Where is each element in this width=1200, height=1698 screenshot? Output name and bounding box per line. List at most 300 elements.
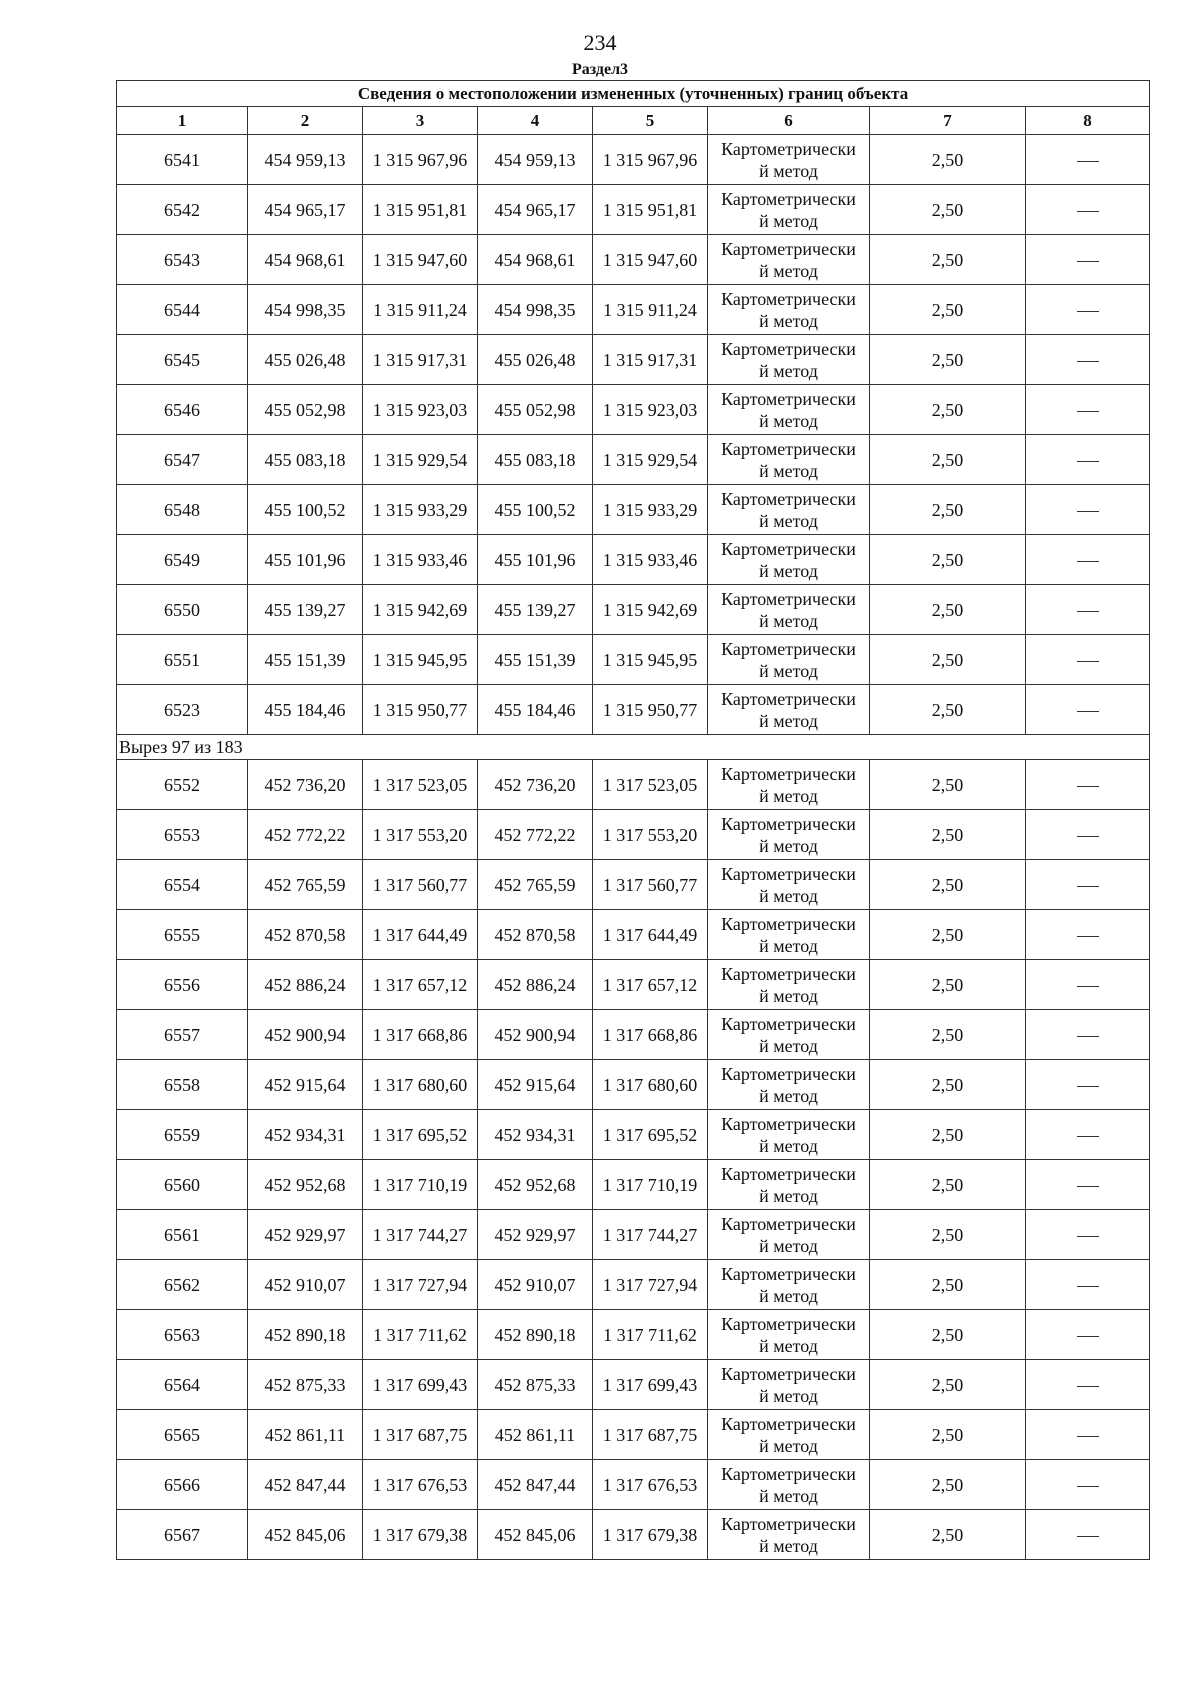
table-row [117,760,1150,810]
method-text-line-2: й метод [759,410,818,431]
column-number: 5 [593,107,708,135]
table-row [117,585,1150,635]
accuracy-cell: 2,50 [870,910,1026,960]
method-text-line-1: Картометрически [721,588,856,609]
method-text-line-2: й метод [759,885,818,906]
note-cell [1026,485,1150,535]
page-number: 234 [583,30,617,55]
existing-x-cell: 455 083,18 [248,435,363,485]
method-text-line-2: й метод [759,1535,818,1556]
updated-y-cell: 1 317 679,38 [593,1510,708,1560]
point-id-cell: 6550 [117,585,248,635]
method-text-line-2: й метод [759,160,818,181]
empty-dash [1077,1236,1099,1237]
note-cell [1026,535,1150,585]
method-text-line-1: Картометрически [721,1313,856,1334]
table-row [117,960,1150,1010]
method-cell [708,1510,870,1560]
method-text-line-1: Картометрически [721,863,856,884]
method-cell [708,1160,870,1210]
existing-x-cell: 452 861,11 [248,1410,363,1460]
empty-dash [1077,1436,1099,1437]
existing-x-cell: 455 151,39 [248,635,363,685]
empty-dash [1077,511,1099,512]
empty-dash [1077,361,1099,362]
method-text-line-2: й метод [759,835,818,856]
point-id-cell: 6548 [117,485,248,535]
existing-y-cell: 1 315 950,77 [363,685,478,735]
table-row [117,535,1150,585]
method-cell [708,185,870,235]
method-text-line-2: й метод [759,360,818,381]
existing-x-cell: 454 959,13 [248,135,363,185]
existing-y-cell: 1 317 744,27 [363,1210,478,1260]
empty-dash [1077,1136,1099,1137]
note-cell [1026,860,1150,910]
accuracy-cell: 2,50 [870,1010,1026,1060]
updated-x-cell: 452 929,97 [478,1210,593,1260]
existing-x-cell: 452 900,94 [248,1010,363,1060]
method-text-line-2: й метод [759,1335,818,1356]
existing-x-cell: 452 910,07 [248,1260,363,1310]
accuracy-cell: 2,50 [870,960,1026,1010]
accuracy-cell: 2,50 [870,235,1026,285]
method-cell [708,1360,870,1410]
updated-x-cell: 454 959,13 [478,135,593,185]
method-text-line-2: й метод [759,660,818,681]
point-id-cell: 6560 [117,1160,248,1210]
method-text-line-1: Картометрически [721,1413,856,1434]
method-text-line-1: Картометрически [721,338,856,359]
empty-dash [1077,1486,1099,1487]
table-row [117,635,1150,685]
method-cell [708,1460,870,1510]
empty-dash [1077,786,1099,787]
table-row [117,1060,1150,1110]
accuracy-cell: 2,50 [870,485,1026,535]
method-cell [708,960,870,1010]
accuracy-cell: 2,50 [870,1210,1026,1260]
accuracy-cell: 2,50 [870,1360,1026,1410]
note-cell [1026,385,1150,435]
note-cell [1026,810,1150,860]
method-text-line-1: Картометрически [721,288,856,309]
method-text-line-1: Картометрически [721,688,856,709]
existing-y-cell: 1 315 917,31 [363,335,478,385]
table-row [117,685,1150,735]
method-cell [708,1060,870,1110]
method-text-line-1: Картометрически [721,1263,856,1284]
table-row [117,810,1150,860]
updated-x-cell: 452 875,33 [478,1360,593,1410]
updated-x-cell: 455 100,52 [478,485,593,535]
updated-y-cell: 1 317 699,43 [593,1360,708,1410]
method-text-line-1: Картометрически [721,188,856,209]
empty-dash [1077,561,1099,562]
empty-dash [1077,936,1099,937]
existing-y-cell: 1 315 923,03 [363,385,478,435]
method-text-line-1: Картометрически [721,1213,856,1234]
updated-x-cell: 452 934,31 [478,1110,593,1160]
point-id-cell: 6563 [117,1310,248,1360]
method-text-line-1: Картометрически [721,1013,856,1034]
accuracy-cell: 2,50 [870,1410,1026,1460]
method-text-line-2: й метод [759,1385,818,1406]
existing-y-cell: 1 317 687,75 [363,1410,478,1460]
empty-dash [1077,1536,1099,1537]
point-id-cell: 6561 [117,1210,248,1260]
note-cell [1026,960,1150,1010]
empty-dash [1077,1036,1099,1037]
empty-dash [1077,211,1099,212]
column-number: 7 [870,107,1026,135]
updated-y-cell: 1 317 668,86 [593,1010,708,1060]
updated-y-cell: 1 317 560,77 [593,860,708,910]
empty-dash [1077,461,1099,462]
note-cell [1026,185,1150,235]
accuracy-cell: 2,50 [870,1460,1026,1510]
section-title: Раздел3 [571,61,629,78]
table-row [117,1310,1150,1360]
table-row [117,1160,1150,1210]
note-cell [1026,1160,1150,1210]
accuracy-cell: 2,50 [870,435,1026,485]
existing-y-cell: 1 317 680,60 [363,1060,478,1110]
note-cell [1026,685,1150,735]
existing-y-cell: 1 315 933,29 [363,485,478,535]
accuracy-cell: 2,50 [870,135,1026,185]
method-text-line-2: й метод [759,1435,818,1456]
existing-x-cell: 454 965,17 [248,185,363,235]
method-text-line-1: Картометрически [721,763,856,784]
method-cell [708,1210,870,1260]
point-id-cell: 6558 [117,1060,248,1110]
method-cell [708,385,870,435]
updated-y-cell: 1 315 947,60 [593,235,708,285]
method-text-line-1: Картометрически [721,1163,856,1184]
table-row [117,1460,1150,1510]
accuracy-cell: 2,50 [870,285,1026,335]
method-text-line-1: Картометрически [721,438,856,459]
accuracy-cell: 2,50 [870,810,1026,860]
empty-dash [1077,1186,1099,1187]
method-cell [708,335,870,385]
point-id-cell: 6543 [117,235,248,285]
existing-y-cell: 1 317 695,52 [363,1110,478,1160]
existing-y-cell: 1 315 945,95 [363,635,478,685]
note-cell [1026,1210,1150,1260]
method-cell [708,1010,870,1060]
method-text-line-1: Картометрически [721,538,856,559]
existing-y-cell: 1 317 657,12 [363,960,478,1010]
point-id-cell: 6559 [117,1110,248,1160]
existing-y-cell: 1 317 711,62 [363,1310,478,1360]
empty-dash [1077,986,1099,987]
table-title: Сведения о местоположении измененных (уточненных) границ объекта [117,81,1150,107]
point-id-cell: 6554 [117,860,248,910]
updated-y-cell: 1 315 911,24 [593,285,708,335]
existing-x-cell: 452 772,22 [248,810,363,860]
existing-y-cell: 1 317 699,43 [363,1360,478,1410]
column-number: 8 [1026,107,1150,135]
method-text-line-2: й метод [759,935,818,956]
method-cell [708,435,870,485]
point-id-cell: 6552 [117,760,248,810]
table-row [117,1360,1150,1410]
existing-x-cell: 452 765,59 [248,860,363,910]
point-id-cell: 6545 [117,335,248,385]
updated-y-cell: 1 315 923,03 [593,385,708,435]
method-text-line-2: й метод [759,1235,818,1256]
method-text-line-2: й метод [759,1035,818,1056]
note-cell [1026,1310,1150,1360]
method-text-line-2: й метод [759,1185,818,1206]
table-row [117,285,1150,335]
empty-dash [1077,411,1099,412]
method-text-line-1: Картометрически [721,963,856,984]
updated-y-cell: 1 315 951,81 [593,185,708,235]
point-id-cell: 6557 [117,1010,248,1060]
existing-y-cell: 1 317 523,05 [363,760,478,810]
accuracy-cell: 2,50 [870,1060,1026,1110]
accuracy-cell: 2,50 [870,1160,1026,1210]
accuracy-cell: 2,50 [870,760,1026,810]
method-text-line-2: й метод [759,560,818,581]
method-text-line-2: й метод [759,1485,818,1506]
existing-y-cell: 1 315 942,69 [363,585,478,635]
updated-x-cell: 455 026,48 [478,335,593,385]
existing-x-cell: 452 890,18 [248,1310,363,1360]
table-row [117,135,1150,185]
method-text-line-2: й метод [759,710,818,731]
updated-y-cell: 1 315 929,54 [593,435,708,485]
existing-x-cell: 452 736,20 [248,760,363,810]
accuracy-cell: 2,50 [870,1310,1026,1360]
table-row [117,860,1150,910]
method-text-line-2: й метод [759,460,818,481]
existing-y-cell: 1 315 951,81 [363,185,478,235]
column-number-row [117,107,1150,135]
note-cell [1026,435,1150,485]
method-text-line-2: й метод [759,510,818,531]
empty-dash [1077,1386,1099,1387]
existing-x-cell: 455 100,52 [248,485,363,535]
existing-x-cell: 454 998,35 [248,285,363,335]
accuracy-cell: 2,50 [870,1510,1026,1560]
point-id-cell: 6553 [117,810,248,860]
existing-x-cell: 452 952,68 [248,1160,363,1210]
updated-x-cell: 455 101,96 [478,535,593,585]
note-cell [1026,635,1150,685]
note-cell [1026,1010,1150,1060]
empty-dash [1077,1336,1099,1337]
note-cell [1026,1460,1150,1510]
table-row [117,910,1150,960]
updated-y-cell: 1 315 933,46 [593,535,708,585]
table-row [117,1010,1150,1060]
existing-y-cell: 1 317 560,77 [363,860,478,910]
updated-y-cell: 1 315 950,77 [593,685,708,735]
existing-y-cell: 1 317 679,38 [363,1510,478,1560]
accuracy-cell: 2,50 [870,685,1026,735]
updated-x-cell: 455 151,39 [478,635,593,685]
existing-y-cell: 1 315 967,96 [363,135,478,185]
note-cell [1026,760,1150,810]
method-text-line-1: Картометрически [721,1063,856,1084]
updated-x-cell: 455 139,27 [478,585,593,635]
updated-x-cell: 455 184,46 [478,685,593,735]
empty-dash [1077,661,1099,662]
column-number: 1 [117,107,248,135]
table-row [117,435,1150,485]
updated-y-cell: 1 317 676,53 [593,1460,708,1510]
method-text-line-1: Картометрически [721,813,856,834]
note-cell [1026,1510,1150,1560]
existing-x-cell: 452 845,06 [248,1510,363,1560]
method-text-line-1: Картометрически [721,488,856,509]
updated-y-cell: 1 317 710,19 [593,1160,708,1210]
existing-x-cell: 455 184,46 [248,685,363,735]
point-id-cell: 6547 [117,435,248,485]
existing-x-cell: 455 026,48 [248,335,363,385]
method-cell [708,860,870,910]
updated-x-cell: 452 910,07 [478,1260,593,1310]
method-text-line-2: й метод [759,985,818,1006]
empty-dash [1077,836,1099,837]
table-row [117,1210,1150,1260]
updated-x-cell: 452 890,18 [478,1310,593,1360]
updated-y-cell: 1 317 553,20 [593,810,708,860]
existing-y-cell: 1 317 553,20 [363,810,478,860]
method-text-line-1: Картометрически [721,388,856,409]
accuracy-cell: 2,50 [870,535,1026,585]
note-cell [1026,1360,1150,1410]
updated-y-cell: 1 317 695,52 [593,1110,708,1160]
existing-x-cell: 455 101,96 [248,535,363,585]
existing-y-cell: 1 317 676,53 [363,1460,478,1510]
method-cell [708,635,870,685]
updated-x-cell: 452 736,20 [478,760,593,810]
method-cell [708,135,870,185]
point-id-cell: 6562 [117,1260,248,1310]
method-cell [708,485,870,535]
column-number: 6 [708,107,870,135]
existing-y-cell: 1 317 710,19 [363,1160,478,1210]
updated-y-cell: 1 317 680,60 [593,1060,708,1110]
existing-y-cell: 1 315 947,60 [363,235,478,285]
method-text-line-2: й метод [759,260,818,281]
point-id-cell: 6567 [117,1510,248,1560]
point-id-cell: 6544 [117,285,248,335]
existing-x-cell: 452 847,44 [248,1460,363,1510]
note-cell [1026,1410,1150,1460]
method-cell [708,535,870,585]
column-number: 3 [363,107,478,135]
existing-y-cell: 1 317 668,86 [363,1010,478,1060]
note-cell [1026,1110,1150,1160]
table-row [117,335,1150,385]
accuracy-cell: 2,50 [870,335,1026,385]
method-text-line-1: Картометрически [721,1363,856,1384]
method-text-line-2: й метод [759,1285,818,1306]
existing-x-cell: 452 934,31 [248,1110,363,1160]
method-cell [708,1310,870,1360]
updated-x-cell: 452 915,64 [478,1060,593,1110]
existing-x-cell: 455 052,98 [248,385,363,435]
accuracy-cell: 2,50 [870,385,1026,435]
updated-y-cell: 1 317 644,49 [593,910,708,960]
point-id-cell: 6541 [117,135,248,185]
table-row [117,185,1150,235]
updated-x-cell: 454 965,17 [478,185,593,235]
method-cell [708,235,870,285]
method-text-line-2: й метод [759,1085,818,1106]
method-cell [708,685,870,735]
updated-y-cell: 1 315 942,69 [593,585,708,635]
updated-x-cell: 455 052,98 [478,385,593,435]
note-cell [1026,335,1150,385]
table-row [117,1260,1150,1310]
table-row [117,1410,1150,1460]
method-text-line-1: Картометрически [721,238,856,259]
method-text-line-1: Картометрически [721,638,856,659]
updated-x-cell: 452 886,24 [478,960,593,1010]
updated-y-cell: 1 315 967,96 [593,135,708,185]
updated-x-cell: 454 998,35 [478,285,593,335]
point-id-cell: 6566 [117,1460,248,1510]
table-row [117,1110,1150,1160]
updated-x-cell: 452 845,06 [478,1510,593,1560]
table-row [117,235,1150,285]
updated-y-cell: 1 317 711,62 [593,1310,708,1360]
empty-dash [1077,261,1099,262]
updated-x-cell: 452 772,22 [478,810,593,860]
table-title-row [117,81,1150,107]
method-text-line-1: Картометрически [721,1463,856,1484]
existing-x-cell: 455 139,27 [248,585,363,635]
existing-x-cell: 452 915,64 [248,1060,363,1110]
cutout-label: Вырез 97 из 183 [117,735,1150,760]
method-cell [708,1260,870,1310]
method-text-line-1: Картометрически [721,138,856,159]
point-id-cell: 6523 [117,685,248,735]
existing-y-cell: 1 317 727,94 [363,1260,478,1310]
method-cell [708,1410,870,1460]
updated-y-cell: 1 317 657,12 [593,960,708,1010]
table-row [117,385,1150,435]
method-text-line-1: Картометрически [721,913,856,934]
point-id-cell: 6551 [117,635,248,685]
note-cell [1026,235,1150,285]
updated-y-cell: 1 317 744,27 [593,1210,708,1260]
note-cell [1026,910,1150,960]
note-cell [1026,1260,1150,1310]
method-cell [708,810,870,860]
accuracy-cell: 2,50 [870,635,1026,685]
accuracy-cell: 2,50 [870,185,1026,235]
method-cell [708,585,870,635]
existing-x-cell: 452 875,33 [248,1360,363,1410]
updated-x-cell: 454 968,61 [478,235,593,285]
accuracy-cell: 2,50 [870,585,1026,635]
point-id-cell: 6555 [117,910,248,960]
updated-x-cell: 452 847,44 [478,1460,593,1510]
accuracy-cell: 2,50 [870,860,1026,910]
point-id-cell: 6542 [117,185,248,235]
existing-x-cell: 452 929,97 [248,1210,363,1260]
method-text-line-1: Картометрически [721,1513,856,1534]
updated-x-cell: 455 083,18 [478,435,593,485]
